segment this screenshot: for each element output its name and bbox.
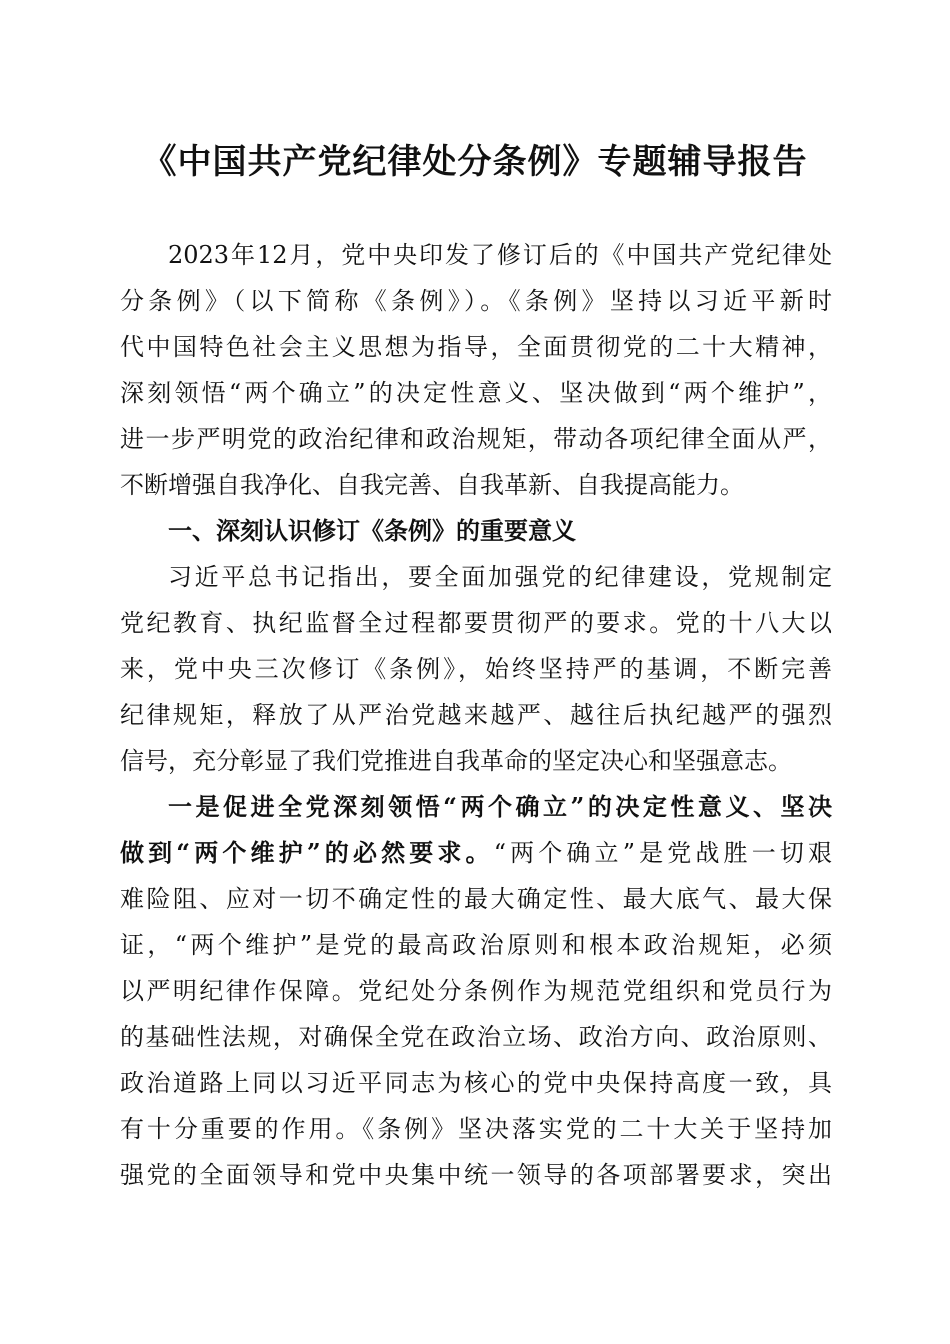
paragraph-3-bold-lead: 一是促进全党深刻领悟“两个确立”的决定性意义、坚决 — [168, 792, 832, 821]
section-heading-1: 一、深刻认识修订《条例》的重要意义 — [168, 517, 576, 545]
paragraph-3-text: “两个确立”是党战胜一切艰 — [493, 839, 832, 867]
paragraph-1-line: 进一步严明党的政治纪律和政治规矩，带动各项纪律全面从严， — [120, 425, 832, 453]
paragraph-3-line: 以严明纪律作保障。党纪处分条例作为规范党组织和党员行为 — [120, 977, 832, 1005]
document-title: 《中国共产党纪律处分条例》专题辅导报告 — [142, 142, 808, 182]
paragraph-2-line: 纪律规矩，释放了从严治党越来越严、越往后执纪越严的强烈 — [120, 701, 832, 729]
paragraph-3-line: 的基础性法规，对确保全党在政治立场、政治方向、政治原则、 — [120, 1023, 832, 1051]
paragraph-3-line: 难险阻、应对一切不确定性的最大确定性、最大底气、最大保 — [120, 885, 832, 913]
paragraph-3-line: 强党的全面领导和党中央集中统一领导的各项部署要求，突出 — [120, 1161, 832, 1189]
paragraph-1-line: 不断增强自我净化、自我完善、自我革新、自我提高能力。 — [120, 471, 744, 499]
paragraph-2-line: 习近平总书记指出，要全面加强党的纪律建设，党规制定 — [168, 563, 832, 591]
paragraph-2-line: 党纪教育、执纪监督全过程都要贯彻严的要求。党的十八大以 — [120, 609, 832, 637]
paragraph-3-line: 有十分重要的作用。《条例》坚决落实党的二十大关于坚持加 — [120, 1115, 832, 1143]
paragraph-2-line: 来，党中央三次修订《条例》，始终坚持严的基调，不断完善 — [120, 655, 832, 683]
paragraph-3-line: 政治道路上同以习近平同志为核心的党中央保持高度一致，具 — [120, 1069, 832, 1097]
paragraph-3-bold-tail: 做到“两个维护”的必然要求。 — [120, 838, 494, 867]
paragraph-3-line: 证，“两个维护”是党的最高政治原则和根本政治规矩，必须 — [120, 931, 832, 959]
paragraph-1-line: 深刻领悟“两个确立”的决定性意义、坚决做到“两个维护”， — [120, 379, 832, 407]
paragraph-1-line: 分条例》（以下简称《条例》）。《条例》坚持以习近平新时 — [120, 287, 832, 315]
document-body — [120, 232, 832, 1198]
paragraph-1-line: 2023年12月，党中央印发了修订后的《中国共产党纪律处 — [168, 241, 832, 269]
paragraph-3-line — [120, 830, 832, 876]
paragraph-2-line: 信号，充分彰显了我们党推进自我革命的坚定决心和坚强意志。 — [120, 747, 792, 775]
paragraph-1-line: 代中国特色社会主义思想为指导，全面贯彻党的二十大精神， — [120, 333, 832, 361]
